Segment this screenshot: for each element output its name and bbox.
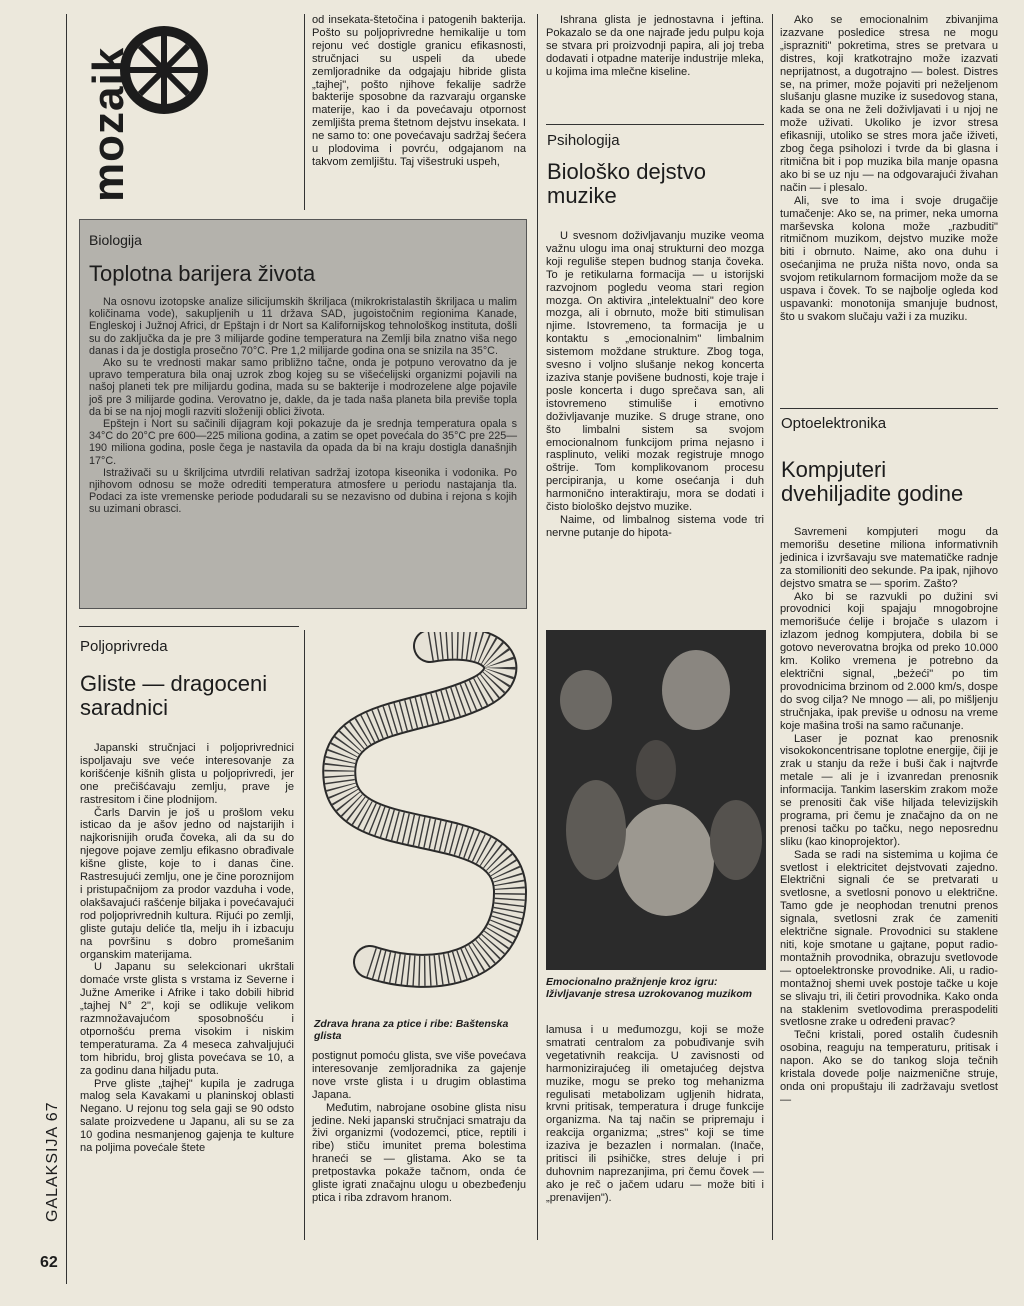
biology-paragraph: Ako su te vrednosti makar samo približno tačne, onda je potpuno verovatno da je upravo temperatura bila onaj uzrok zbog kojeg su se višećelijski organizmi pojavili na našoj planeti tek pre milijardu godina, mada su se bakterije i modrozelene alge pojavile još pre 3 milijarde godina. Verovatno je, dakle, da je tada naša planeta bila previše topla da bi se na njoj mogli razviti složeniji oblici života. xyxy=(89,357,517,418)
agri-kicker: Poljoprivreda xyxy=(80,638,168,655)
psych-headline-2: muzike xyxy=(547,183,617,208)
agri-paragraph: U Japanu su selekcionari ukrštali domaće vrste glista s vrstama iz Severne i Južne Amerike i Afrike i tako dobili hibrid „tajhej N° 2", koji se odlikuje velikom razmnožavajućom sposobnošću i otpornošću prema visokim i niskim temperaturama. Za 4 meseca zahvaljujući tom hibridu, broj glista povećava se 10, a za godinu dana hiljadu puta. xyxy=(80,961,294,1077)
earthworm-illustration xyxy=(310,632,530,1012)
psych-body xyxy=(546,230,764,540)
col3-top-text: Ishrana glista je jednostavna i jeftina. Pokazalo se da one najrađe jedu pulpu koja se stvara pri proizvodnji papira, ali joj treba dodavati i otpadne materije industrije mleka, u kojima ima mlečne kiseline. xyxy=(546,14,764,78)
col3-top xyxy=(546,14,764,79)
column-rule-2 xyxy=(304,630,305,1240)
biology-paragraph: Na osnovu izotopske analize silicijumskih škriljaca (mikrokristalastih škriljaca u malim količinama vode), sakupljenih u 11 država SAD, jugoistočnim regionima Kanade, Engleskoj i Južnoj Africi, dr Epštajn i dr Nort sa Kalifornijskog tehnološkog instituta, došli su do zaključka da je pre 3 milijarde godine temperatura na Zemlji bila znatno viša nego danas i da je dostigla prosečno 70°C. Pre 1,2 milijarde godina ona se snizila na 35°C. xyxy=(89,296,517,357)
psych-body-continued xyxy=(546,1024,764,1205)
biology-paragraph: Istraživači su u škriljcima utvrdili relativan sadržaj izotopa kiseonika i vodonika. Po njihovom odnosu se može odrediti temperatura atmosfere u periodu nastajanja tla. Podaci za iste vremenske periode podudarali su se nezavisno od dubina i rejona s kojih su uzimani obrasci. xyxy=(89,466,517,516)
opto-headline-2: dvehiljadite godine xyxy=(781,481,964,506)
concert-photo xyxy=(546,630,766,970)
column-rule-1 xyxy=(304,14,305,210)
continuation-text: od insekata-štetočina i patogenih bakterija. Pošto su poljoprivredne hemikalije u tom rejonu već dostigle granicu efikasnosti, stručnjaci su uspeli da ubede zemljoradnike da odgajaju hibride glista „tajhej", pošto njihove fekalije sadrže bakterije sposobne da razvaraju organske materije, kao i da povećavaju otpornost zemljišta prema štetnom dejstvu insekata. I ne samo to: one povećavaju sadržaj šećera u plodovima i povrću, odgajanom na takvom zemljištu. Taj višestruki uspeh, xyxy=(312,14,526,168)
opto-kicker: Optoelektronika xyxy=(781,415,887,432)
agri-top-rule xyxy=(79,626,299,627)
agri-continuation-top xyxy=(312,14,526,169)
concert-caption: Emocionalno pražnjenje kroz igru: Iživljavanje stresa uzrokovanog muzikom xyxy=(546,976,752,1000)
psych-top-rule xyxy=(546,124,764,125)
col4-top-text: Ako se emocionalnim zbivanjima izazvane posledice stresa ne mogu „isprazniti" pokretima, stres se pretvara u distres, koji kratkotrajno može izazvati neprijatnost, a dugotrajno — bolest. Distres se, na primer, može pojaviti pri neželjenom slušanju glasne muzike iz susedovog stana, kada se ona ne želi doživljavati i u njoj ne može uživati. Ukoliko je izvor stresa efikasniji, utoliko se stres mora jače iživeti, zbog čega psiholozi i tvrde da bi glasna i ritmična bit i pop muzika bila manje opasna ako bi se uz nju — na odgovarajući živahan način — i plesalo. xyxy=(780,14,998,194)
left-margin-rule xyxy=(66,14,67,1284)
agri-headline-2: saradnici xyxy=(80,695,169,720)
agri-paragraph: Čarls Darvin je još u prošlom veku isticao da je ašov jedno od najstarijih i najkorisnijih oruđa čoveka, ali da su do njegove pojave zemlju efikasno obrađivale kišne gliste, koje to i danas čine. Rastresujući zemlju, one je čine poroznijom i pristupačnijom za prodor vazduha i vode, olakšavajući rašćenje biljaka i povećavajući rod poljoprivrednih kultura. Rijući po zemlji, gliste gutaju deliće tla, melju ih i izbacuju na površinu s dobro promešanim organskim materijama. xyxy=(80,806,294,961)
column-rule-3 xyxy=(537,14,538,1240)
agri-headline-1: Gliste — dragoceni xyxy=(80,671,268,696)
biology-body xyxy=(89,296,517,516)
psych-paragraph: Naime, od limbalnog sistema vode tri nervne putanje do hipota- xyxy=(546,513,764,539)
biology-headline: Toplotna barijera života xyxy=(89,261,316,286)
opto-body xyxy=(780,526,998,1107)
psych-continuation: lamusa i u međumozgu, koji se može smatrati centralom za pobuđivanje svih vegetativnih reakcija. U zavisnosti od harmonizirajućeg ili ometajućeg dejstva muzike, mogu se preko tog mehanizma regulisati metabolizam ugljenih hidrata, krvni pritisak, temperatura i druge funkcije organizma. Na taj način se pripremaju i reakcija organizma; „stres" koji se time izaziva je bezazlen i normalan. (Inače, pritisci ili psihičke, stres deluje i pri duhovnim naprezanjima, pri čemu čovek — ako je reč o jačem udaru — može biti i „prenavijen"). xyxy=(546,1024,764,1204)
biology-kicker: Biologija xyxy=(89,232,142,248)
masthead xyxy=(80,14,180,204)
masthead-title: mozaik xyxy=(84,46,133,202)
opto-paragraph: Tečni kristali, pored ostalih čudesnih osobina, reaguju na temperaturu, pritisak i napon. Ako se do tankog sloja tečnih kristala dovede polje naizmenične struje, onda oni propuštaju ili zadržavaju svetlost — xyxy=(780,1029,998,1106)
col4-top xyxy=(780,14,998,324)
psych-kicker: Psihologija xyxy=(547,132,620,149)
opto-paragraph: Laser je poznat kao prenosnik visokokoncentrisane toplotne energije, čiji je zrak u stanju da reže i buši čak i najtvrđe metale — ali je i izvanredan prenosnik informacija. Tankim laserskim zrakom može se prenositi čak više hiljada televizijskih programa, pri čemu je značajno da on ne prenosi tačku po tačku, nego neposrednu sliku (kao kinoprojektor). xyxy=(780,732,998,848)
opto-paragraph: Sada se radi na sistemima u kojima će svetlost i elektricitet dejstvovati zajedno. Električni signali će se pretvarati u svetlosne, a svetlosni ponovo u električne. Tamo gde je neophodan trenutni prenos signala, svetlosni zrak će zameniti električne signale. Provodnici su staklene niti, koje smotane u gajtane, poput radio-montažnih provodnika, obrazuju svetlovode — optoelektronske provodnike. Ali, u radio-montažnoj shemi uvek postoje tačke u koje se slivaju tri, ili četiri provodnika. Kako onda na staklenim svetlovodima preraspodeliti svetlosne zrake u određeni pravac? xyxy=(780,848,998,1029)
psych-headline-1: Biološko dejstvo xyxy=(547,159,706,184)
opto-headline-1: Kompjuteri xyxy=(781,457,887,482)
column-rule-4 xyxy=(772,14,773,1240)
psych-paragraph: U svesnom doživljavanju muzike veoma važnu ulogu ima onaj strukturni deo mozga koji reguliše stepen budnog stanja čoveka. To je retikularna formacija — u istorijski razvojnom pogledu veoma stari region mozga. On aktivira „intelektualni" deo kore mozga, ali i obrnuto, može biti stimulisan njime. Istovremeno, ta formacija je u kontaktu s „emocionalnim" limbalnim sistemom moždane strukture. Zbog toga, svesno i voljno slušanje nekog koncerta izaziva stanje povišene budnosti, koje traje i posle koncerta i dugo sprečava san, ali istovremeno stimuliše i emotivno doživljavanje muzike. S druge strane, ono što limbalni sistem sa svojom emocionalnom funkcijom prima nejasno i rasplinuto, veliki mozak registruje mnogo oštrije. Tom komplikovanom procesu percipiranja, u kome osećanja i duh harmonično interaktiraju, mora se dodati i čisto biološko dejstvo muzike. xyxy=(546,230,764,514)
biology-box xyxy=(79,219,527,609)
page-number: 62 xyxy=(40,1254,58,1271)
opto-top-rule xyxy=(780,408,998,409)
agri-continuation-2: Međutim, nabrojane osobine glista nisu jedine. Neki japanski stručnjaci smatraju da živi organizmi (vodozemci, ptice, reptili i ribe) stiču imunitet prema bolestima hraneći se — glistama. Ako se ta pretpostavka pokaže tačnom, onda će gliste igrati značajnu ulogu u obezbeđenju ptica i riba zdravom hranom. xyxy=(312,1101,526,1204)
agri-body xyxy=(80,742,294,1155)
footer-magazine: GALAKSIJA 67 xyxy=(44,1101,61,1222)
opto-paragraph: Ako bi se razvukli po dužini svi provodnici koji spajaju mnogobrojne memorišuće ćelije i brojače s ulazom i izlazom jednog kompjutera, dobila bi se gotovo neverovatna brojka od preko 10.000 km. Koliko vremena je potrebno da električni signal, „beżeći" po tim provodnicima brzinom od 2.000 km/s, dospe do svog cilja? Ne mnogo — ali, po mišljenju stručnjaka, ipak previše u odnosu na vreme koje mašina troši na samo računanje. xyxy=(780,590,998,732)
agri-continuation: postignut pomoću glista, sve više povećava interesovanje zemljoradnika za gajenje nove vrste glista i u drugim oblastima Japana. xyxy=(312,1050,526,1101)
opto-paragraph: Savremeni kompjuteri mogu da memorišu desetine miliona informativnih jedinica i izvršavaju sve matematičke radnje za stomilioniti deo sekunde. Pa ipak, njihovo dejstvo smatra se — sporim. Zašto? xyxy=(780,526,998,590)
worm-caption: Zdrava hrana za ptice i ribe: Baštenska glista xyxy=(314,1018,509,1042)
agri-paragraph: Prve gliste „tajhej" kupila je zadruga malog sela Kavakami u planinskoj oblasti Negano. U rejonu tog sela gaji se 90 odsto salate proizvedene u Japanu, ali su se za 10 godina nesmanjenog gajenja te kulture na poljima povećale štete xyxy=(80,1077,294,1155)
agri-paragraph: Japanski stručnjaci i poljoprivrednici ispoljavaju sve veće interesovanje za korišćenje kišnih glista u poljoprivredi, jer one prečišćavaju zemlju, prave je rastresitom i čine plodnijom. xyxy=(80,742,294,806)
biology-paragraph: Epštejn i Nort su sačinili dijagram koji pokazuje da je srednja temperatura opala s 34°C do 20°C pre 600—225 miliona godina, a zatim se opet povećala do 35°C pre 225—190 miliona godina, posle čega je nastavila da opada da bi na kraju dostigla današnjih 17°C. xyxy=(89,418,517,467)
col4-top-text-2: Ali, sve to ima i svoje drugačije tumačenje: Ako se, na primer, neka umorna marševska kolona može „razbuditi" ritmičnom muzikom, dejstvo muzike može biti i obrnuto. Naime, ako ona duhu i osećanjima ne pruža ništa novo, onda sa svojom retikularnom formacijom može da se uspava i čovek. To se najbolje ogleda kod uspavanki: monotonija smanjuje budnost, što u svakom slučaju važi i za muziku. xyxy=(780,194,998,323)
agri-body-continued xyxy=(312,1050,526,1205)
